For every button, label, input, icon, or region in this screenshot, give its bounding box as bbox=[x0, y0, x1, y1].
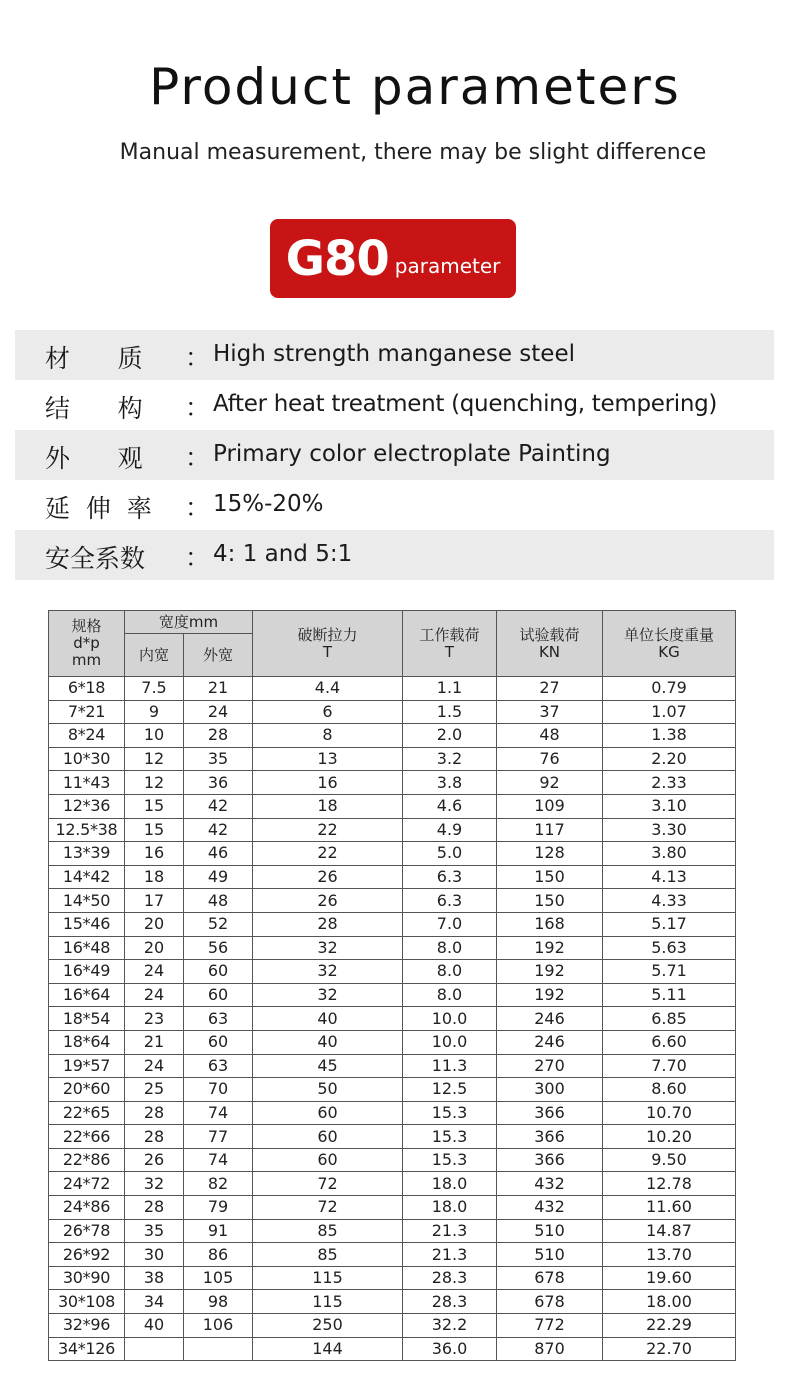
cell-outer-width: 63 bbox=[184, 1007, 253, 1031]
table-row bbox=[49, 936, 736, 960]
cell-breaking-force: 32 bbox=[253, 983, 403, 1007]
cell-test-load: 510 bbox=[497, 1219, 603, 1243]
table-row bbox=[49, 1148, 736, 1172]
cell-breaking-force: 85 bbox=[253, 1243, 403, 1267]
cell-spec: 18*54 bbox=[49, 1007, 125, 1031]
cell-breaking-force: 40 bbox=[253, 1030, 403, 1054]
cell-working-load: 10.0 bbox=[403, 1007, 497, 1031]
cell-test-load: 678 bbox=[497, 1290, 603, 1314]
cell-working-load: 2.0 bbox=[403, 724, 497, 748]
cell-test-load: 366 bbox=[497, 1101, 603, 1125]
cell-outer-width: 77 bbox=[184, 1125, 253, 1149]
cell-unit-weight: 22.70 bbox=[603, 1337, 736, 1361]
spec-value: Primary color electroplate Painting bbox=[213, 441, 611, 467]
cell-inner-width: 25 bbox=[125, 1078, 184, 1102]
cell-breaking-force: 8 bbox=[253, 724, 403, 748]
cell-breaking-force: 50 bbox=[253, 1078, 403, 1102]
cell-inner-width: 9 bbox=[125, 700, 184, 724]
cell-outer-width: 24 bbox=[184, 700, 253, 724]
page-title: Product parameters bbox=[149, 58, 681, 116]
cell-outer-width: 52 bbox=[184, 912, 253, 936]
cell-inner-width: 17 bbox=[125, 889, 184, 913]
spec-label: 安全系数 bbox=[45, 544, 146, 573]
cell-unit-weight: 9.50 bbox=[603, 1148, 736, 1172]
cell-outer-width: 86 bbox=[184, 1243, 253, 1267]
cell-working-load: 6.3 bbox=[403, 889, 497, 913]
cell-inner-width: 24 bbox=[125, 1054, 184, 1078]
cell-test-load: 192 bbox=[497, 960, 603, 984]
cell-spec: 10*30 bbox=[49, 747, 125, 771]
cell-test-load: 246 bbox=[497, 1030, 603, 1054]
cell-spec: 30*108 bbox=[49, 1290, 125, 1314]
cell-test-load: 510 bbox=[497, 1243, 603, 1267]
cell-unit-weight: 6.85 bbox=[603, 1007, 736, 1031]
cell-inner-width: 16 bbox=[125, 842, 184, 866]
cell-spec: 22*66 bbox=[49, 1125, 125, 1149]
cell-spec: 6*18 bbox=[49, 677, 125, 701]
cell-outer-width: 35 bbox=[184, 747, 253, 771]
spec-colon: ： bbox=[185, 543, 211, 572]
cell-test-load: 300 bbox=[497, 1078, 603, 1102]
cell-unit-weight: 14.87 bbox=[603, 1219, 736, 1243]
spec-colon: ： bbox=[185, 343, 211, 372]
cell-working-load: 21.3 bbox=[403, 1219, 497, 1243]
table-row bbox=[49, 1101, 736, 1125]
cell-spec: 22*65 bbox=[49, 1101, 125, 1125]
spec-row-structure bbox=[15, 380, 774, 430]
header-width-group: 宽度mm bbox=[125, 611, 253, 634]
cell-breaking-force: 60 bbox=[253, 1148, 403, 1172]
cell-breaking-force: 28 bbox=[253, 912, 403, 936]
cell-breaking-force: 13 bbox=[253, 747, 403, 771]
cell-inner-width: 38 bbox=[125, 1266, 184, 1290]
spec-label: 外 观 bbox=[45, 444, 143, 473]
cell-inner-width bbox=[125, 1337, 184, 1361]
cell-outer-width: 60 bbox=[184, 983, 253, 1007]
cell-outer-width: 74 bbox=[184, 1101, 253, 1125]
table-row bbox=[49, 983, 736, 1007]
cell-working-load: 12.5 bbox=[403, 1078, 497, 1102]
cell-outer-width: 28 bbox=[184, 724, 253, 748]
cell-unit-weight: 5.17 bbox=[603, 912, 736, 936]
spec-colon: ： bbox=[185, 443, 211, 472]
spec-row-elongation bbox=[15, 480, 774, 530]
cell-outer-width: 49 bbox=[184, 865, 253, 889]
table-row bbox=[49, 865, 736, 889]
cell-test-load: 366 bbox=[497, 1148, 603, 1172]
table-row bbox=[49, 1007, 736, 1031]
cell-test-load: 76 bbox=[497, 747, 603, 771]
table-row bbox=[49, 960, 736, 984]
cell-test-load: 150 bbox=[497, 889, 603, 913]
table-row bbox=[49, 747, 736, 771]
cell-inner-width: 24 bbox=[125, 983, 184, 1007]
cell-unit-weight: 12.78 bbox=[603, 1172, 736, 1196]
grade-code: G80 bbox=[285, 230, 389, 287]
cell-unit-weight: 19.60 bbox=[603, 1266, 736, 1290]
cell-inner-width: 15 bbox=[125, 794, 184, 818]
cell-outer-width bbox=[184, 1337, 253, 1361]
cell-working-load: 11.3 bbox=[403, 1054, 497, 1078]
cell-spec: 26*78 bbox=[49, 1219, 125, 1243]
cell-inner-width: 28 bbox=[125, 1125, 184, 1149]
cell-spec: 16*64 bbox=[49, 983, 125, 1007]
cell-unit-weight: 2.20 bbox=[603, 747, 736, 771]
cell-spec: 11*43 bbox=[49, 771, 125, 795]
cell-spec: 34*126 bbox=[49, 1337, 125, 1361]
spec-row-appearance bbox=[15, 430, 774, 480]
cell-outer-width: 60 bbox=[184, 1030, 253, 1054]
cell-breaking-force: 115 bbox=[253, 1290, 403, 1314]
cell-outer-width: 46 bbox=[184, 842, 253, 866]
header-working-load: 工作载荷 T bbox=[403, 611, 497, 677]
cell-working-load: 15.3 bbox=[403, 1101, 497, 1125]
cell-unit-weight: 4.33 bbox=[603, 889, 736, 913]
cell-inner-width: 12 bbox=[125, 771, 184, 795]
cell-outer-width: 36 bbox=[184, 771, 253, 795]
cell-test-load: 109 bbox=[497, 794, 603, 818]
cell-outer-width: 105 bbox=[184, 1266, 253, 1290]
spec-label: 材 质 bbox=[45, 344, 143, 373]
cell-spec: 26*92 bbox=[49, 1243, 125, 1267]
cell-unit-weight: 10.70 bbox=[603, 1101, 736, 1125]
cell-unit-weight: 22.29 bbox=[603, 1314, 736, 1338]
cell-working-load: 8.0 bbox=[403, 983, 497, 1007]
cell-breaking-force: 32 bbox=[253, 960, 403, 984]
table-row bbox=[49, 818, 736, 842]
cell-test-load: 92 bbox=[497, 771, 603, 795]
spec-label: 延 伸 率 bbox=[45, 494, 152, 523]
cell-outer-width: 70 bbox=[184, 1078, 253, 1102]
table-row bbox=[49, 912, 736, 936]
cell-working-load: 28.3 bbox=[403, 1266, 497, 1290]
cell-working-load: 3.8 bbox=[403, 771, 497, 795]
table-row bbox=[49, 677, 736, 701]
cell-outer-width: 79 bbox=[184, 1196, 253, 1220]
cell-test-load: 432 bbox=[497, 1196, 603, 1220]
cell-spec: 12*36 bbox=[49, 794, 125, 818]
cell-unit-weight: 0.79 bbox=[603, 677, 736, 701]
cell-inner-width: 10 bbox=[125, 724, 184, 748]
table-header bbox=[49, 611, 736, 677]
header-outer-width: 外宽 bbox=[184, 634, 253, 677]
cell-test-load: 870 bbox=[497, 1337, 603, 1361]
cell-unit-weight: 4.13 bbox=[603, 865, 736, 889]
cell-unit-weight: 5.71 bbox=[603, 960, 736, 984]
grade-badge bbox=[270, 219, 516, 298]
cell-test-load: 168 bbox=[497, 912, 603, 936]
table-row bbox=[49, 724, 736, 748]
cell-unit-weight: 18.00 bbox=[603, 1290, 736, 1314]
table-body bbox=[49, 677, 736, 1361]
cell-spec: 8*24 bbox=[49, 724, 125, 748]
cell-outer-width: 56 bbox=[184, 936, 253, 960]
table-row bbox=[49, 1054, 736, 1078]
spec-colon: ： bbox=[185, 393, 211, 422]
cell-working-load: 8.0 bbox=[403, 936, 497, 960]
cell-inner-width: 28 bbox=[125, 1196, 184, 1220]
cell-unit-weight: 10.20 bbox=[603, 1125, 736, 1149]
cell-outer-width: 42 bbox=[184, 818, 253, 842]
cell-breaking-force: 26 bbox=[253, 865, 403, 889]
grade-label: parameter bbox=[394, 253, 501, 278]
cell-spec: 13*39 bbox=[49, 842, 125, 866]
cell-working-load: 3.2 bbox=[403, 747, 497, 771]
cell-unit-weight: 3.10 bbox=[603, 794, 736, 818]
cell-outer-width: 74 bbox=[184, 1148, 253, 1172]
header-test-load: 试验载荷 KN bbox=[497, 611, 603, 677]
cell-inner-width: 32 bbox=[125, 1172, 184, 1196]
parameter-table bbox=[48, 610, 736, 1361]
cell-inner-width: 24 bbox=[125, 960, 184, 984]
cell-test-load: 772 bbox=[497, 1314, 603, 1338]
cell-spec: 19*57 bbox=[49, 1054, 125, 1078]
cell-test-load: 366 bbox=[497, 1125, 603, 1149]
cell-working-load: 4.9 bbox=[403, 818, 497, 842]
cell-breaking-force: 32 bbox=[253, 936, 403, 960]
cell-spec: 7*21 bbox=[49, 700, 125, 724]
table-row bbox=[49, 1196, 736, 1220]
table-row bbox=[49, 700, 736, 724]
cell-test-load: 246 bbox=[497, 1007, 603, 1031]
cell-working-load: 6.3 bbox=[403, 865, 497, 889]
cell-outer-width: 91 bbox=[184, 1219, 253, 1243]
cell-breaking-force: 6 bbox=[253, 700, 403, 724]
cell-spec: 22*86 bbox=[49, 1148, 125, 1172]
cell-inner-width: 20 bbox=[125, 936, 184, 960]
cell-inner-width: 21 bbox=[125, 1030, 184, 1054]
cell-spec: 20*60 bbox=[49, 1078, 125, 1102]
cell-test-load: 117 bbox=[497, 818, 603, 842]
cell-spec: 30*90 bbox=[49, 1266, 125, 1290]
table-row bbox=[49, 1290, 736, 1314]
cell-unit-weight: 13.70 bbox=[603, 1243, 736, 1267]
cell-breaking-force: 144 bbox=[253, 1337, 403, 1361]
cell-outer-width: 21 bbox=[184, 677, 253, 701]
cell-outer-width: 63 bbox=[184, 1054, 253, 1078]
cell-test-load: 678 bbox=[497, 1266, 603, 1290]
cell-working-load: 4.6 bbox=[403, 794, 497, 818]
cell-test-load: 150 bbox=[497, 865, 603, 889]
cell-spec: 32*96 bbox=[49, 1314, 125, 1338]
cell-breaking-force: 26 bbox=[253, 889, 403, 913]
cell-unit-weight: 3.80 bbox=[603, 842, 736, 866]
cell-working-load: 21.3 bbox=[403, 1243, 497, 1267]
cell-breaking-force: 16 bbox=[253, 771, 403, 795]
table-row bbox=[49, 771, 736, 795]
spec-row-safety-factor bbox=[15, 530, 774, 580]
cell-working-load: 15.3 bbox=[403, 1148, 497, 1172]
cell-unit-weight: 1.38 bbox=[603, 724, 736, 748]
cell-inner-width: 40 bbox=[125, 1314, 184, 1338]
cell-test-load: 432 bbox=[497, 1172, 603, 1196]
cell-spec: 12.5*38 bbox=[49, 818, 125, 842]
cell-breaking-force: 250 bbox=[253, 1314, 403, 1338]
cell-unit-weight: 1.07 bbox=[603, 700, 736, 724]
cell-outer-width: 106 bbox=[184, 1314, 253, 1338]
table-row bbox=[49, 889, 736, 913]
cell-inner-width: 7.5 bbox=[125, 677, 184, 701]
header-inner-width: 内宽 bbox=[125, 634, 184, 677]
table-row bbox=[49, 1030, 736, 1054]
cell-breaking-force: 85 bbox=[253, 1219, 403, 1243]
cell-unit-weight: 8.60 bbox=[603, 1078, 736, 1102]
cell-spec: 14*42 bbox=[49, 865, 125, 889]
cell-breaking-force: 45 bbox=[253, 1054, 403, 1078]
cell-outer-width: 42 bbox=[184, 794, 253, 818]
cell-working-load: 1.1 bbox=[403, 677, 497, 701]
cell-inner-width: 23 bbox=[125, 1007, 184, 1031]
cell-test-load: 192 bbox=[497, 936, 603, 960]
cell-inner-width: 18 bbox=[125, 865, 184, 889]
cell-unit-weight: 6.60 bbox=[603, 1030, 736, 1054]
cell-outer-width: 60 bbox=[184, 960, 253, 984]
cell-working-load: 5.0 bbox=[403, 842, 497, 866]
cell-working-load: 10.0 bbox=[403, 1030, 497, 1054]
cell-test-load: 270 bbox=[497, 1054, 603, 1078]
cell-breaking-force: 60 bbox=[253, 1101, 403, 1125]
cell-breaking-force: 115 bbox=[253, 1266, 403, 1290]
spec-value: High strength manganese steel bbox=[213, 341, 575, 367]
cell-unit-weight: 5.63 bbox=[603, 936, 736, 960]
cell-breaking-force: 72 bbox=[253, 1196, 403, 1220]
table-row bbox=[49, 1314, 736, 1338]
cell-working-load: 36.0 bbox=[403, 1337, 497, 1361]
cell-inner-width: 20 bbox=[125, 912, 184, 936]
spec-row-material bbox=[15, 330, 774, 380]
header-breaking-force: 破断拉力 T bbox=[253, 611, 403, 677]
spec-colon: ： bbox=[185, 493, 211, 522]
cell-breaking-force: 18 bbox=[253, 794, 403, 818]
cell-test-load: 27 bbox=[497, 677, 603, 701]
cell-test-load: 37 bbox=[497, 700, 603, 724]
cell-spec: 24*86 bbox=[49, 1196, 125, 1220]
cell-inner-width: 15 bbox=[125, 818, 184, 842]
header-spec: 规格 d*p mm bbox=[49, 611, 125, 677]
cell-outer-width: 48 bbox=[184, 889, 253, 913]
cell-spec: 16*49 bbox=[49, 960, 125, 984]
cell-unit-weight: 11.60 bbox=[603, 1196, 736, 1220]
cell-breaking-force: 22 bbox=[253, 842, 403, 866]
cell-breaking-force: 60 bbox=[253, 1125, 403, 1149]
cell-spec: 18*64 bbox=[49, 1030, 125, 1054]
cell-working-load: 15.3 bbox=[403, 1125, 497, 1149]
cell-spec: 16*48 bbox=[49, 936, 125, 960]
table-row bbox=[49, 1219, 736, 1243]
cell-test-load: 48 bbox=[497, 724, 603, 748]
cell-working-load: 18.0 bbox=[403, 1196, 497, 1220]
cell-inner-width: 28 bbox=[125, 1101, 184, 1125]
table-row bbox=[49, 1337, 736, 1361]
table-row bbox=[49, 842, 736, 866]
cell-working-load: 28.3 bbox=[403, 1290, 497, 1314]
cell-outer-width: 82 bbox=[184, 1172, 253, 1196]
cell-breaking-force: 40 bbox=[253, 1007, 403, 1031]
cell-breaking-force: 72 bbox=[253, 1172, 403, 1196]
page-subtitle: Manual measurement, there may be slight difference bbox=[119, 140, 707, 165]
cell-breaking-force: 22 bbox=[253, 818, 403, 842]
cell-unit-weight: 5.11 bbox=[603, 983, 736, 1007]
cell-inner-width: 35 bbox=[125, 1219, 184, 1243]
table-row bbox=[49, 1172, 736, 1196]
cell-inner-width: 12 bbox=[125, 747, 184, 771]
cell-working-load: 18.0 bbox=[403, 1172, 497, 1196]
cell-unit-weight: 2.33 bbox=[603, 771, 736, 795]
cell-test-load: 192 bbox=[497, 983, 603, 1007]
cell-unit-weight: 7.70 bbox=[603, 1054, 736, 1078]
table-row bbox=[49, 1243, 736, 1267]
header-unit-weight: 单位长度重量 KG bbox=[603, 611, 736, 677]
cell-spec: 15*46 bbox=[49, 912, 125, 936]
cell-inner-width: 34 bbox=[125, 1290, 184, 1314]
cell-working-load: 7.0 bbox=[403, 912, 497, 936]
table-row bbox=[49, 1078, 736, 1102]
spec-label: 结 构 bbox=[45, 394, 143, 423]
cell-outer-width: 98 bbox=[184, 1290, 253, 1314]
cell-working-load: 1.5 bbox=[403, 700, 497, 724]
cell-breaking-force: 4.4 bbox=[253, 677, 403, 701]
cell-inner-width: 30 bbox=[125, 1243, 184, 1267]
cell-spec: 24*72 bbox=[49, 1172, 125, 1196]
table-row bbox=[49, 1125, 736, 1149]
cell-test-load: 128 bbox=[497, 842, 603, 866]
cell-working-load: 32.2 bbox=[403, 1314, 497, 1338]
table-row bbox=[49, 794, 736, 818]
cell-inner-width: 26 bbox=[125, 1148, 184, 1172]
spec-value: 4: 1 and 5:1 bbox=[213, 541, 353, 567]
spec-value: After heat treatment (quenching, tempering) bbox=[213, 391, 718, 417]
spec-value: 15%-20% bbox=[213, 491, 324, 517]
table-row bbox=[49, 1266, 736, 1290]
cell-spec: 14*50 bbox=[49, 889, 125, 913]
cell-unit-weight: 3.30 bbox=[603, 818, 736, 842]
cell-working-load: 8.0 bbox=[403, 960, 497, 984]
